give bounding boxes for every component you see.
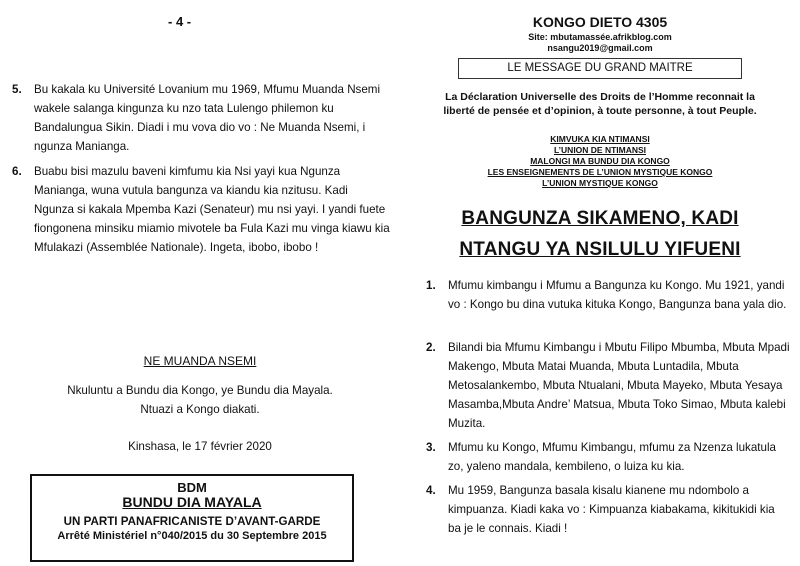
right-page [400,0,800,566]
signature-title: Nkuluntu a Bundu dia Kongo, ye Bundu dia Mayala. [67,384,333,397]
main-title-line: NTANGU YA NSILULU YIFUENI [459,239,741,260]
org-line: L’UNION DE NTIMANSI [553,145,647,155]
paragraph-item [12,162,390,257]
party-abbr: BDM [177,480,207,495]
item-number: 3. [426,441,436,454]
signature-subtitle: Ntuazi a Kongo diakati. [140,403,260,416]
item-text: Bu kakala ku Université Lovanium mu 1969, Mfumu Muanda Nsemi wakele salanga kingunza ku nzo tata Lulengo philemon ku Bandalungua Sikin. Diadi i mu vova dio vo : Ne Muanda Nsemi, i ngunza Manianga. [34,83,381,153]
section-title-box: LE MESSAGE DU GRAND MAITRE [458,58,742,79]
item-number: 6. [12,165,22,178]
item-text: Mfumu kimbangu i Mfumu a Bangunza ku Kongo. Mu 1921, yandi vo : Kongo bu dina vutuka kituka Kongo, Bangunza bana yala dio. [448,279,787,311]
item-text: Mfumu ku Kongo, Mfumu Kimbangu, mfumu za Nzenza lukatula zo, yaleno mandala, kembileno, o luiza ku kia. [448,441,776,473]
paper-title: KONGO DIETO 4305 [532,14,668,30]
main-title [400,203,800,265]
item-number: 2. [426,341,436,354]
item-text: Bilandi bia Mfumu Kimbangu i Mbutu Filipo Mbumba, Mbuta Mpadi Makengo, Mbuta Matai Muanda, Mbuta Luntadila, Mbuta Metosalankembo, Mbuta Ntualani, Mbuta Mayeko, Mbuta Yesaya Masamba,Mbuta Andre’ Matsua, Mbuta Toko Simao, Mbuta kalebi Muzita. [448,341,790,430]
party-name: BUNDU DIA MAYALA [122,494,262,510]
org-line: KIMVUKA KIA NTIMANSI [550,134,650,144]
signature-name: NE MUANDA NSEMI [143,354,257,368]
org-line: L’UNION MYSTIQUE KONGO [542,178,658,188]
intro-text: La Déclaration Universelle des Droits de l’Homme reconnait la liberté de pensée et d’opinion, à toute personne, à tout Peuple. [443,91,757,117]
email-address: nsangu2019@gmail.com [547,43,653,53]
item-number: 1. [426,279,436,292]
item-number: 5. [12,83,22,96]
main-title-line: BANGUNZA SIKAMENO, KADI [461,208,739,229]
party-box [30,474,354,562]
site-link: Site: mbutamassée.afrikblog.com [528,32,672,42]
paragraph-item [426,481,790,538]
paragraph-item [426,276,790,314]
page-number: - 4 - [168,14,192,29]
item-text: Buabu bisi mazulu baveni kimfumu kia Nsi yayi kua Ngunza Manianga, wuna vutula bangunza va kiandu kia nzitusu. Kadi Ngunza si kakala Mpemba Kazi (Senateur) mu nsi yayi. I yandi fuete fiongonena minsiku miamio mivotele ba Fula Kazi mu vinga kiawu kia Mfulakazi (Assemblée Nationale). Ingeta, ibobo, ibobo ! [34,165,390,254]
organization-lines [400,134,800,189]
party-description: UN PARTI PANAFRICANISTE D’AVANT-GARDE [63,515,321,528]
item-number: 4. [426,484,436,497]
place-date: Kinshasa, le 17 février 2020 [128,440,272,453]
paragraph-item [426,438,790,476]
item-text: Mu 1959, Bangunza basala kisalu kianene mu ndombolo a kimpuanza. Kiadi kaka vo : Kimpuanza kiabakama, kikitukidi kia ba je le connais. Kiadi ! [448,484,775,535]
org-line: MALONGI MA BUNDU DIA KONGO [530,156,670,166]
paragraph-item [426,338,790,433]
party-decree: Arrêté Ministériel n°040/2015 du 30 Septembre 2015 [57,530,327,542]
paragraph-item [12,80,390,156]
org-line: LES ENSEIGNEMENTS DE L’UNION MYSTIQUE KONGO [487,167,713,177]
